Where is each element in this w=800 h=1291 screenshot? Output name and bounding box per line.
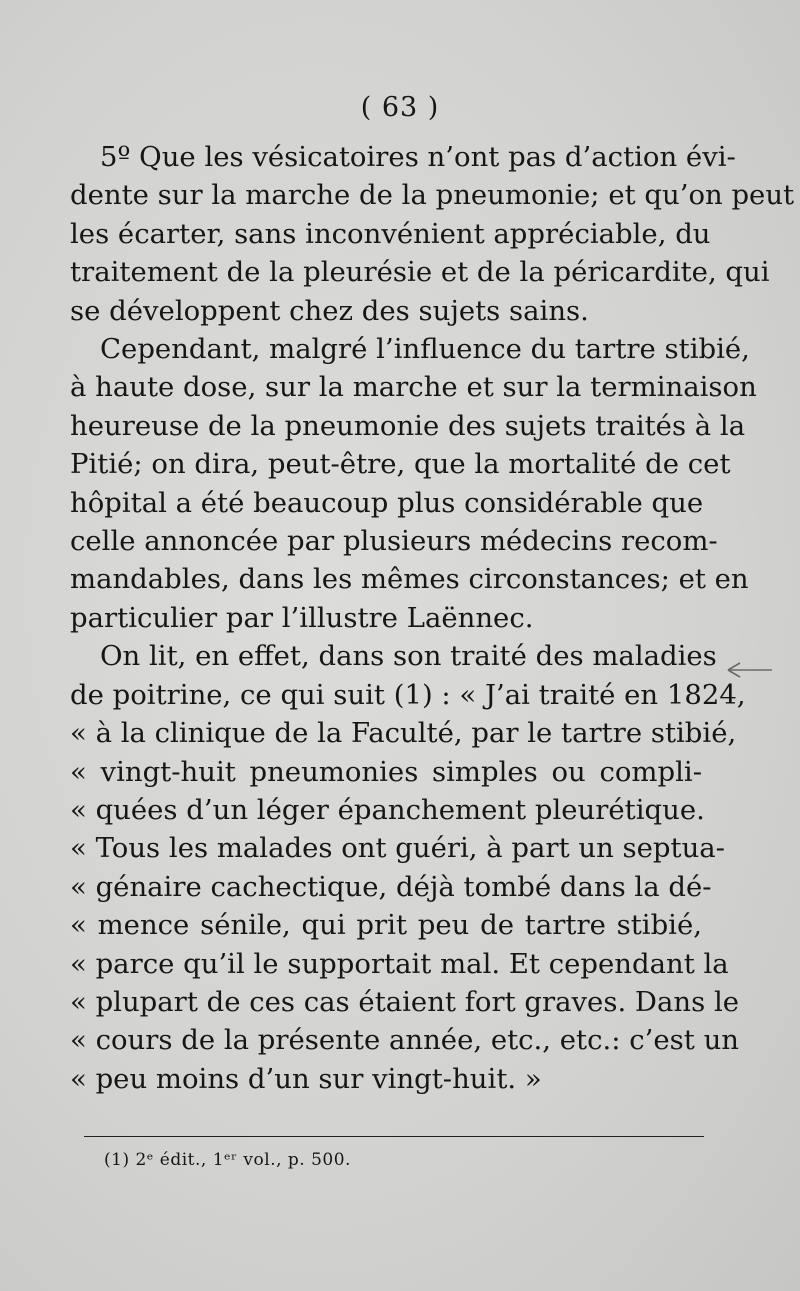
text-line: mandables, dans les mêmes circonstances; et en [70,563,749,596]
footnote-rule [84,1136,704,1137]
paragraph-1 [70,138,795,330]
text-line: « mence sénile, qui prit peu de tartre stibié, [70,909,702,942]
text-line: « Tous les malades ont guéri, à part un septua- [70,832,725,865]
text-line: dente sur la marche de la pneumonie; et qu’on peut [70,179,795,212]
text-line: les écarter, sans inconvénient appréciable, du [70,217,711,250]
text-line: se développent chez des sujets sains. [70,294,589,327]
text-line: « cours de la présente année, etc., etc.: c’est un [70,1024,739,1057]
text-line: « parce qu’il le supportait mal. Et cependant la [70,947,729,980]
text-line: celle annoncée par plusieurs médecins recom- [70,525,718,558]
text-line: hôpital a été beaucoup plus considérable que [70,486,704,519]
text-line: « à la clinique de la Faculté, par le tartre stibié, [70,717,737,750]
text-line: heureuse de la pneumonie des sujets traités à la [70,409,746,442]
footnote: (1) 2ᵉ édit., 1ᵉʳ vol., p. 500. [104,1150,351,1170]
text-line: « plupart de ces cas étaient fort graves. Dans le [70,985,740,1018]
text-line: de poitrine, ce qui suit (1) : « J’ai traité en 1824, [70,678,746,711]
text-line: particulier par l’illustre Laënnec. [70,601,534,634]
text-line: Cependant, malgré l’influence du tartre stibié, [100,333,750,366]
text-line: à haute dose, sur la marche et sur la terminaison [70,371,757,404]
paragraph-2 [70,330,757,637]
text-line: « vingt-huit pneumonies simples ou compli- [70,755,702,788]
body-text [70,138,795,1098]
text-line: Pitié; on dira, peut-être, que la mortalité de cet [70,448,731,481]
paragraph-3 [70,637,746,1098]
text-line: « peu moins d’un sur vingt-huit. » [70,1062,542,1095]
text-line: 5º Que les vésicatoires n’ont pas d’action évi- [100,141,736,173]
text-line: On lit, en effet, dans son traité des maladies [100,640,717,673]
text-line: traitement de la pleurésie et de la péricardite, qui [70,256,770,289]
text-line: « génaire cachectique, déjà tombé dans la dé- [70,870,712,903]
margin-arrow-icon [722,660,774,680]
text-line: « quées d’un léger épanchement pleurétique. [70,793,705,826]
page-number: ( 63 ) [360,92,440,123]
